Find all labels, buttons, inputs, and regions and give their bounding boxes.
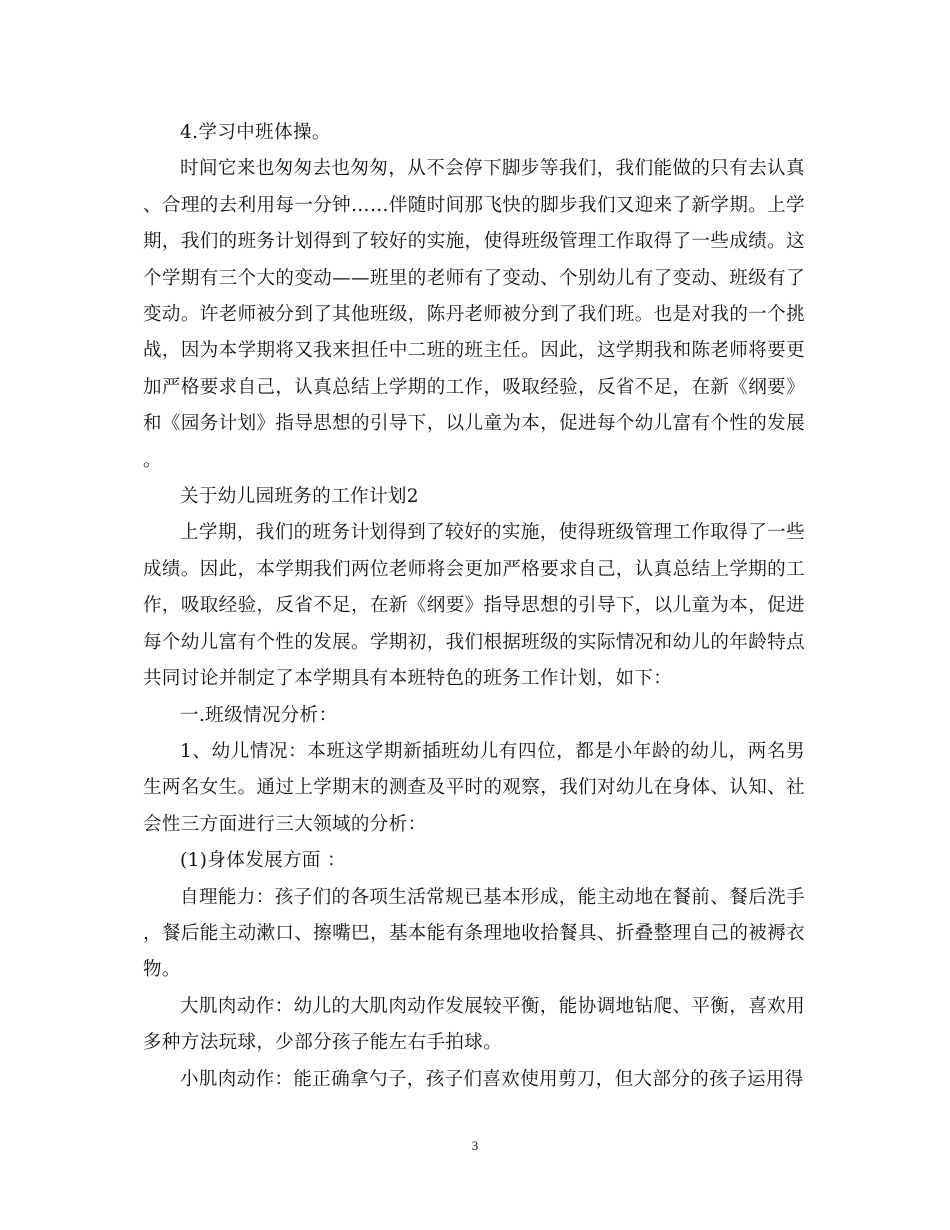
paragraph-gross-motor: 大肌肉动作：幼儿的大肌肉动作发展较平衡，能协调地钻爬、平衡，喜欢用多种方法玩球，少部分孩子能左右手拍球。 [143, 995, 805, 1054]
section-heading-plan-2: 关于幼儿园班务的工作计划2 [180, 486, 419, 508]
paragraph-new-semester: 时间它来也匆匆去也匆匆，从不会停下脚步等我们，我们能做的只有去认真、合理的去利用每一分钟……伴随时间那飞快的脚步我们又迎来了新学期。上学期，我们的班务计划得到了较好的实施，使得班级管理工作取得了一些成绩。这个学期有三个大的变动——班里的老师有了变动、个别幼儿有了变动、班级有了变动。许老师被分到了其他班级，陈丹老师被分到了我们班。也是对我的一个挑战，因为本学期将又我来担任中二班的班主任。因此，这学期我和陈老师将要更加严格要求自己，认真总结上学期的工作，吸取经验，反省不足，在新《纲要》和《园务计划》指导思想的引导下，以儿童为本，促进每个幼儿富有个性的发展。 [143, 158, 805, 471]
section-heading-class-analysis: 一.班级情况分析： [180, 704, 338, 726]
page-number: 3 [471, 1138, 479, 1153]
paragraph-self-care: 自理能力：孩子们的各项生活常规已基本形成，能主动地在餐前、餐后洗手，餐后能主动漱口、擦嘴巴，基本能有条理地收拾餐具、折叠整理自己的被褥衣物。 [143, 886, 805, 981]
paragraph-fine-motor: 小肌肉动作：能正确拿勺子，孩子们喜欢使用剪刀，但大部分的孩子运用得 [180, 1068, 804, 1090]
paragraph-last-semester: 上学期，我们的班务计划得到了较好的实施，使得班级管理工作取得了一些成绩。因此，本学期我们两位老师将会更加严格要求自己，认真总结上学期的工作，吸取经验，反省不足，在新《纲要》指导思想的引导下，以儿童为本，促进每个幼儿富有个性的发展。学期初，我们根据班级的实际情况和幼儿的年龄特点共同讨论并制定了本学期具有本班特色的班务工作计划，如下： [143, 522, 805, 690]
paragraph-item-4: 4.学习中班体操。 [180, 122, 331, 143]
subheading-physical-development: (1)身体发展方面 ： [180, 850, 346, 872]
paragraph-children-situation: 1、幼儿情况：本班这学期新插班幼儿有四位，都是小年龄的幼儿，两名男生两名女生。通过上学期末的测查及平时的观察，我们对幼儿在身体、认知、社会性三方面进行三大领域的分析： [143, 740, 805, 835]
document-body [143, 115, 805, 1098]
